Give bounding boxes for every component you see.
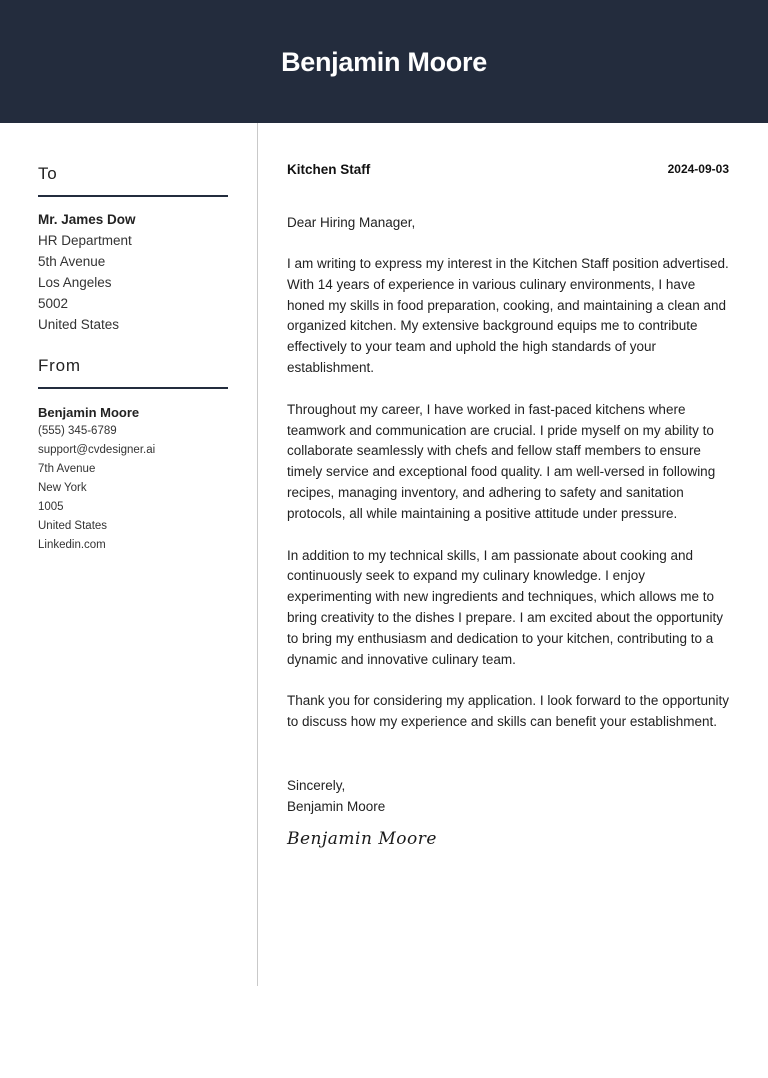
to-heading-rule [38,195,228,197]
recipient-city: Los Angeles [38,275,112,290]
recipient-department: HR Department [38,233,132,248]
paragraph-3: In addition to my technical skills, I am passionate about cooking and continuously seek to expand my culinary knowledge. I enjoy experimenting with new ingredients and techniques, which allows me to bring creativity to the dishes I prepare. I am excited about the opportunity to bring my enthusiasm and dedication to your kitchen, contributing to a dynamic and innovative culinary team. [287,547,723,667]
sender-country: United States [38,520,108,532]
job-title: Kitchen Staff [287,162,371,177]
signoff-name: Benjamin Moore [287,798,386,814]
sender-phone: (555) 345-6789 [38,425,117,437]
recipient-street: 5th Avenue [38,254,106,269]
sender-city: New York [38,482,87,494]
from-section [38,355,228,389]
from-heading-rule [38,387,228,389]
applicant-name-heading: Benjamin Moore [281,47,487,77]
letter-header-row [287,160,729,182]
recipient-zip: 5002 [38,296,69,311]
sender-website: Linkedin.com [38,539,106,551]
sender-zip: 1005 [38,501,64,513]
paragraph-2: Throughout my career, I have worked in fast-paced kitchens where teamwork and communication are crucial. I pride myself on my ability to collaborate seamlessly with chefs and fellow staff members to ensure timely service and exceptional food quality. I am well-versed in following recipes, managing inventory, and adhering to safety and sanitation protocols, all while maintaining a positive attitude under pressure. [287,401,716,521]
sender-name: Benjamin Moore [38,405,140,420]
letter-body [287,160,729,849]
recipient-country: United States [38,317,120,332]
paragraph-4: Thank you for considering my application. I look forward to the opportunity to discuss how my experience and skills can benefit your establishment. [287,693,729,730]
sender-street: 7th Avenue [38,463,96,475]
column-divider [257,123,258,986]
handwritten-signature: Benjamin Moore [287,828,437,849]
paragraph-1: I am writing to express my interest in the Kitchen Staff position advertised. With 14 years of experience in various culinary environments, I have honed my skills in food preparation, cooking, and maintaining a clean and organized kitchen. My extensive background equips me to contribute effectively to your team and uphold the high standards of your establishment. [287,256,729,375]
sender-block [38,403,228,555]
to-heading: To [38,164,58,183]
recipient-name: Mr. James Dow [38,212,136,227]
header-banner [0,0,768,123]
to-section [38,163,228,197]
recipient-block [38,209,228,335]
letter-date: 2024-09-03 [667,162,729,176]
closing-block [287,775,729,817]
sender-email: support@cvdesigner.ai [38,444,156,456]
closing-phrase: Sincerely, [287,777,346,793]
from-heading: From [38,356,81,375]
greeting: Dear Hiring Manager, [287,215,416,230]
